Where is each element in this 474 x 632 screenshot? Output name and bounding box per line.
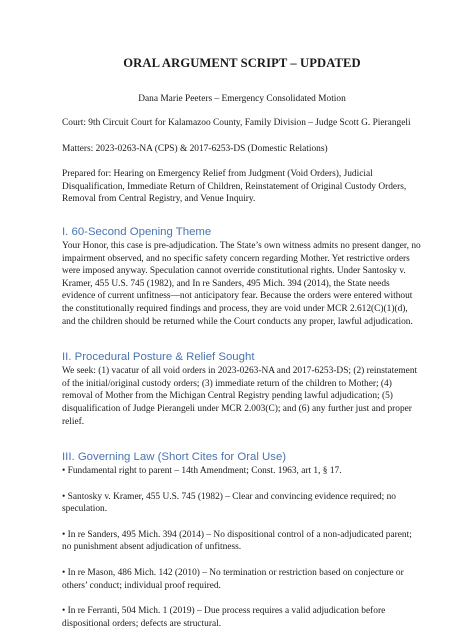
law-bullet: • In re Ferranti, 504 Mich. 1 (2019) – Due process requires a valid adjudication before dispositional orders; defects are structural. xyxy=(62,606,386,629)
law-bullet: • Santosky v. Kramer, 455 U.S. 745 (1982) – Clear and convincing evidence required; no speculation. xyxy=(62,491,396,515)
posture-paragraph: We seek: (1) vacatur of all void orders in 2023-0263-NA and 2017-6253-DS; (2) reinstatement of the initial/original custody orders; (3) immediate return of the children to Mother; (4) removal of Mother from the Michigan Central Registry pending lawful adjudication; (5) disqualification of Judge Pierangeli under MCR 2.003(C); and (6) any further just and proper relief. xyxy=(62,366,418,427)
section-heading-posture: II. Procedural Posture & Relief Sought xyxy=(62,351,255,364)
law-bullet: • Fundamental right to parent – 14th Amendment; Const. 1963, art 1, § 17. xyxy=(62,466,342,477)
author-line: Dana Marie Peeters – Emergency Consolidated Motion xyxy=(138,94,346,104)
prepared-for-paragraph: Prepared for: Hearing on Emergency Relief from Judgment (Void Orders), Judicial Disqualification, Immediate Return of Children, Reinstatement of Original Custody Orders, Removal from Central Registry, and Venue Inquiry. xyxy=(62,169,407,205)
section-heading-opening: I. 60-Second Opening Theme xyxy=(62,225,212,238)
matters-line: Matters: 2023-0263-NA (CPS) & 2017-6253-DS (Domestic Relations) xyxy=(62,143,328,154)
law-bullet: • In re Sanders, 495 Mich. 394 (2014) – No dispositional control of a non-adjudicated parent; no punishment absent adjudication of unfitness. xyxy=(62,529,412,553)
court-line: Court: 9th Circuit Court for Kalamazoo County, Family Division – Judge Scott G. Pierangeli xyxy=(62,118,411,128)
section-heading-law: III. Governing Law (Short Cites for Oral Use) xyxy=(62,451,287,464)
law-bullet: • In re Mason, 486 Mich. 142 (2010) – No termination or restriction based on conjecture or others’ conduct; individual proof required. xyxy=(62,568,404,591)
document-title: ORAL ARGUMENT SCRIPT – UPDATED xyxy=(123,56,361,70)
opening-paragraph: Your Honor, this case is pre-adjudication. The State’s own witness admits no present danger, no impairment observed, and no specific safety concern regarding Mother. Yet restrictive orders were imposed anyway. Speculation cannot override constitutional rights. Under Santosky v. Kramer, 455 U.S. 745 (1982), and In re Sanders, 495 Mich. 394 (2014), the State needs evidence of current unfitness—not anticipatory fear. Because the orders were entered without the constitutionally required findings and process, they are void under MCR 2.612(C)(1)(d), and the children should be returned while the Court conducts any proper, lawful adjudication. xyxy=(62,240,421,327)
